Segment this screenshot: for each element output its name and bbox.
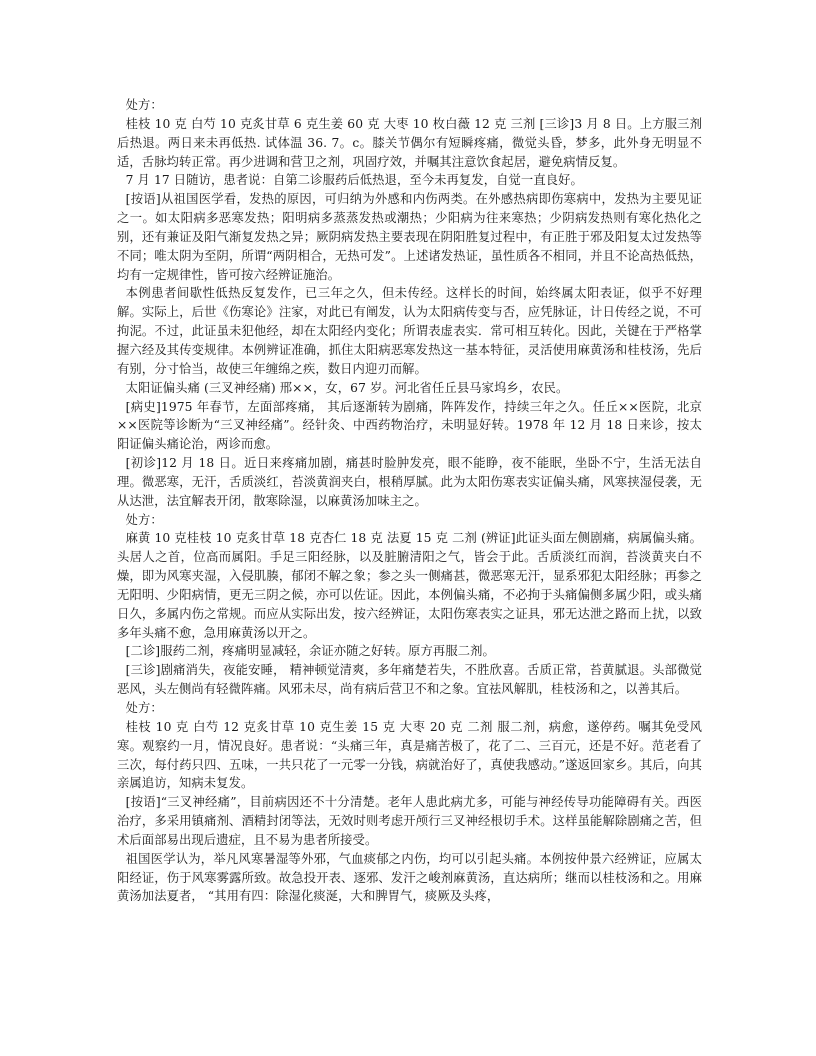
third-visit-paragraph: [三诊]剧痛消失，夜能安睡， 精神顿觉清爽，多年痛楚若失，不胜欣喜。舌质正常，苔黄腻退。头部微觉恶风，头左侧尚有轻微阵痛。风邪未尽，尚有病后营卫不和之象。宜祛风解肌，桂枝汤和之，以善其后。 bbox=[117, 663, 702, 697]
prescription-heading: 处方： bbox=[125, 98, 163, 112]
document-page bbox=[117, 96, 702, 906]
first-visit-paragraph: [初诊]12 月 18 日。近日来疼痛加剧，痛甚时脸肿发亮，眼不能睁，夜不能眠，坐卧不宁，生活无法自理。微恶寒，无汗，舌质淡红，苔淡黄润夹白，根稍厚腻。此为太阳伤寒表实证偏头痛，风寒挟湿侵袭，无从达泄，法宜解表开闭，散寒除湿，以麻黄汤加味主之。 bbox=[117, 456, 702, 508]
case-title-paragraph: 太阳证偏头痛 (三叉神经痛) 邢××，女，67 岁。河北省任丘县马家坞乡，农民。 bbox=[125, 380, 569, 395]
prescription-outcome-paragraph: 桂枝 10 克 白芍 12 克炙甘草 10 克生姜 15 克 大枣 20 克 二剂 服二剂，病愈，遂停药。嘱其免受风寒。观察约一月，情况良好。患者说：“头痛三年，真是痛苦极了，花了二、三百元，还是不好。范老看了三次，每付药只四、五味，一共只花了一元零一分钱，病就治好了，真使我感动。”遂返回家乡。其后，向其亲属追访，知病未复发。 bbox=[117, 719, 702, 791]
prescription-heading: 处方： bbox=[125, 701, 163, 715]
second-visit-paragraph: [二诊]服药二剂，疼痛明显减轻，余证亦随之好转。原方再服二剂。 bbox=[125, 644, 495, 659]
case-analysis-paragraph: 本例患者间歇性低热反复发作，已三年之久，但未传经。这样长的时间，始终属太阳表证，似乎不好理解。实际上，后世《伤寒论》注家，对此已有阐发，认为太阳病传变与否，应凭脉证，计日传经之说，不可拘泥。不过，此证虽未犯他经，却在太阳经内变化；所谓表虚表实．常可相互转化。因此，关键在于严格掌握六经及其传变规律。本例辨证准确，抓住太阳病恶寒发热这一基本特征，灵活使用麻黄汤和桂枝汤，先后有别，分寸恰当，故使三年缠绵之疾，数日内迎刃而解。 bbox=[117, 286, 702, 376]
follow-up-paragraph: 7 月 17 日随访，患者说：自第二诊服药后低热退，至今未再复发，自觉一直良好。 bbox=[125, 173, 583, 188]
commentary-paragraph: [按语]“三叉神经痛”，目前病因还不十分清楚。老年人患此病尤多，可能与神经传导功能障碍有关。西医治疗，多采用镇痛剂、酒精封闭等法，无效时则考虑开颅行三叉神经根切手术。这样虽能解除剧痛之苦，但术后面部易出现后遗症，且不易为患者所接受。 bbox=[117, 795, 702, 847]
prescription-and-third-visit-paragraph: 桂枝 10 克 白芍 10 克炙甘草 6 克生姜 60 克 大枣 10 枚白薇 12 克 三剂 [三诊]3 月 8 日。上方服三剂后热退。两日来未再低热. 试体温 36. 7。c。膝关节偶尔有短瞬疼痛，微觉头昏，梦多，此外身无明显不适，舌脉均转正常。再少进调和营卫之剂，巩固疗效，并嘱其注意饮食起居，避免病情反复。 bbox=[117, 116, 702, 169]
tcm-analysis-paragraph: 祖国医学认为，举凡风寒暑湿等外邪，气血痰郁之内伤，均可以引起头痛。本例按仲景六经辨证，应属太阳经证，伤于风寒雾露所致。故急投开表、逐邪、发汗之峻剂麻黄汤，直达病所；继而以桂枝汤和之。用麻黄汤加法夏者， “其用有四：除湿化痰涎，大和脾胃气，痰厥及头疼， bbox=[117, 851, 702, 904]
prescription-and-diagnosis-paragraph: 麻黄 10 克桂枝 10 克炙甘草 18 克杏仁 18 克 法夏 15 克 二剂 (辨证]此证头面左侧剧痛，病属偏头痛。 头居人之首，位高而属阳。手足三阳经脉，以及脏腑清阳之气，皆会于此。舌质淡红而润，苔淡黄夹白不燥，即为风寒夹湿，入侵肌腠，郁闭不解之象；参之头一侧痛甚，微恶寒无汗，显系邪犯太阳经脉；再参之无阳明、少阳病情，更无三阴之候，亦可以佐证。因此，本例偏头痛，不必拘于头痛偏侧多属少阳，或头痛日久，多属内伤之常规。而应从实际出发，按六经辨证，太阳伤寒表实之证具，邪无达泄之路而上扰，以致多年头痛不愈，急用麻黄汤以开之。 bbox=[117, 531, 702, 640]
commentary-paragraph: [按语]从祖国医学看，发热的原因，可归纳为外感和内伤两类。在外感热病即伤寒病中，发热为主要见证之一。如太阳病多恶寒发热；阳明病多蒸蒸发热或潮热；少阳病为往来寒热；少阴病发热则有寒化热化之别，还有兼证及阳气渐复发热之异；厥阴病发热主要表现在阴阳胜复过程中，有正胜于邪及阳复太过发热等不同；唯太阴为至阴，所谓“两阴相合，无热可发”。上述诸发热证，虽性质各不相同，并且不论高热低热，均有一定规律性，皆可按六经辨证施治。 bbox=[117, 192, 702, 282]
medical-history-paragraph: [病史]1975 年春节，左面部疼痛， 其后逐渐转为剧痛，阵阵发作，持续三年之久。任丘××医院，北京××医院等诊断为“三叉神经痛”。经针灸、中西药物治疗，未明显好转。1978 年 12 月 18 日来诊，按太阳证偏头痛论治，两诊而愈。 bbox=[117, 399, 702, 452]
prescription-heading: 处方： bbox=[125, 512, 163, 527]
